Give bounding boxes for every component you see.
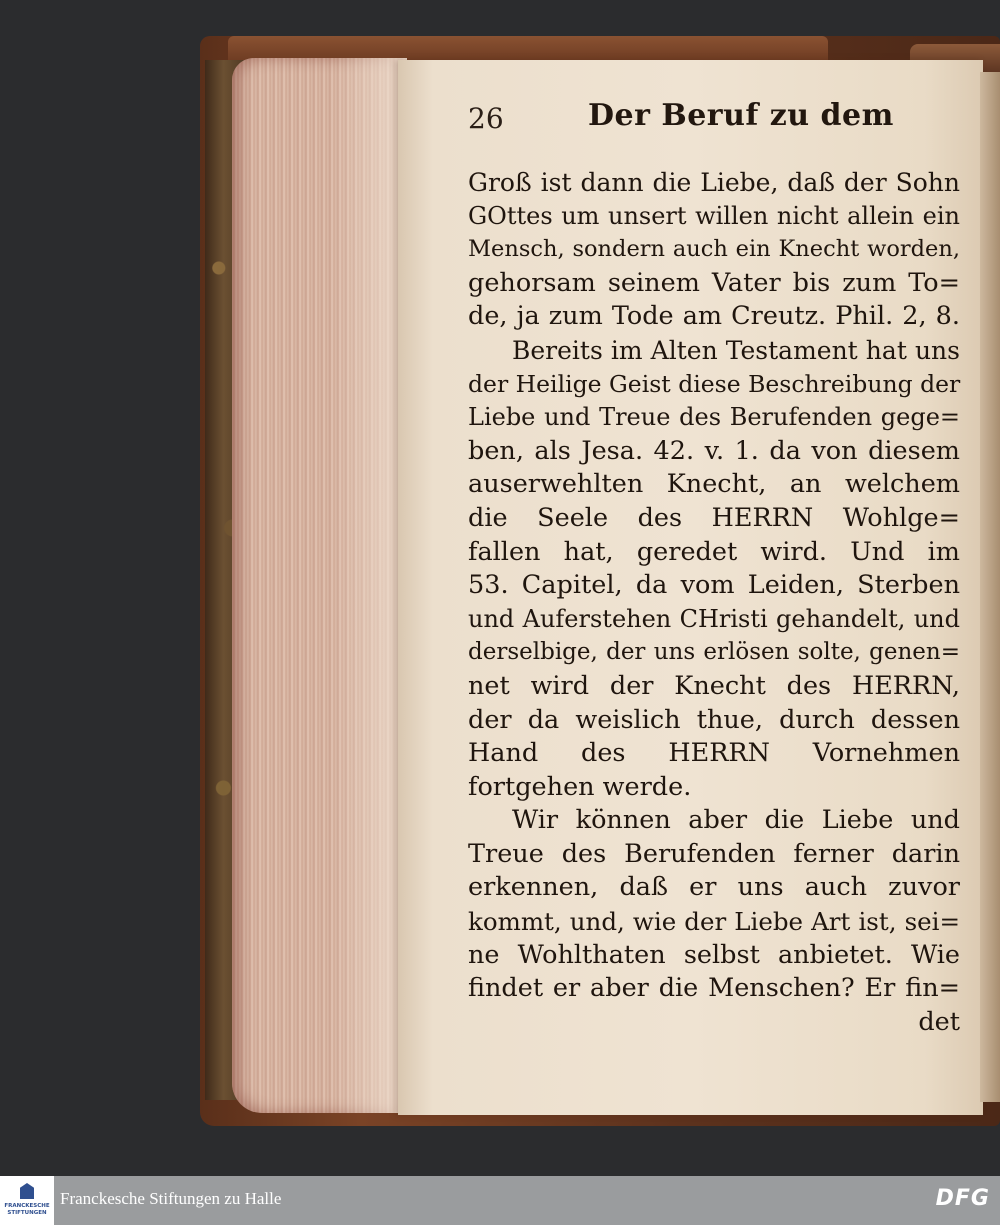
- footer-bar: [0, 1176, 1000, 1225]
- text-line: GOttes um unsert willen nicht allein ein: [468, 201, 960, 230]
- text-line: Mensch, sondern auch ein Knecht worden,: [468, 236, 960, 263]
- text-line: gehorsam seinem Vater bis zum To=: [468, 267, 960, 298]
- text-line: de, ja zum Tode am Creutz. Phil. 2, 8.: [468, 301, 960, 332]
- text-line: die Seele des HERRN Wohlge=: [468, 502, 960, 533]
- dfg-logo[interactable]: DFG: [935, 1186, 990, 1211]
- page-text-block: [468, 166, 960, 1039]
- logo-text: FRANCKESCHE STIFTUNGEN: [4, 1203, 50, 1216]
- franckesche-stiftungen-logo[interactable]: [0, 1176, 54, 1225]
- text-line: Treue des Berufenden ferner darin: [468, 838, 960, 869]
- text-line: fortgehen werde.: [468, 771, 692, 802]
- text-line: Groß ist dann die Liebe, daß der Sohn: [468, 168, 960, 197]
- text-line: auserwehlten Knecht, an welchem: [468, 469, 960, 500]
- text-line: der Heilige Geist diese Beschreibung der: [468, 369, 961, 398]
- text-line: erkennen, daß er uns auch zuvor: [468, 872, 960, 903]
- text-line: ne Wohlthaten selbst anbietet. Wie: [468, 939, 960, 970]
- text-line: findet er aber die Menschen? Er fin=: [468, 973, 960, 1004]
- page-number: 26: [468, 102, 504, 135]
- page-right-edge: [980, 72, 1000, 1102]
- text-line: Wir können aber die Liebe und: [512, 805, 960, 836]
- text-line: 53. Capitel, da vom Leiden, Sterben: [468, 570, 960, 601]
- institution-emblem-icon: [20, 1183, 34, 1199]
- page-header: [468, 98, 968, 138]
- catchword: det: [918, 1006, 960, 1037]
- text-line: der da weislich thue, durch dessen: [468, 704, 960, 735]
- text-line: Bereits im Alten Testament hat uns: [512, 335, 960, 365]
- text-line: net wird der Knecht des HERRN,: [468, 670, 960, 701]
- text-line: derselbige, der uns erlösen solte, genen=: [468, 639, 960, 666]
- text-line: ben, als Jesa. 42. v. 1. da von diesem: [468, 435, 960, 466]
- text-line: und Auferstehen CHristi gehandelt, und: [468, 604, 960, 633]
- text-line: kommt, und, wie der Liebe Art ist, sei=: [468, 907, 960, 937]
- text-line: Hand des HERRN Vornehmen: [468, 738, 960, 769]
- text-line: Liebe und Treue des Berufenden gege=: [468, 403, 960, 432]
- running-head: Der Beruf zu dem: [588, 98, 894, 133]
- text-line: fallen hat, geredet wird. Und im: [468, 536, 960, 567]
- institution-name[interactable]: Franckesche Stiftungen zu Halle: [60, 1189, 282, 1208]
- page-block-edges: [232, 58, 407, 1113]
